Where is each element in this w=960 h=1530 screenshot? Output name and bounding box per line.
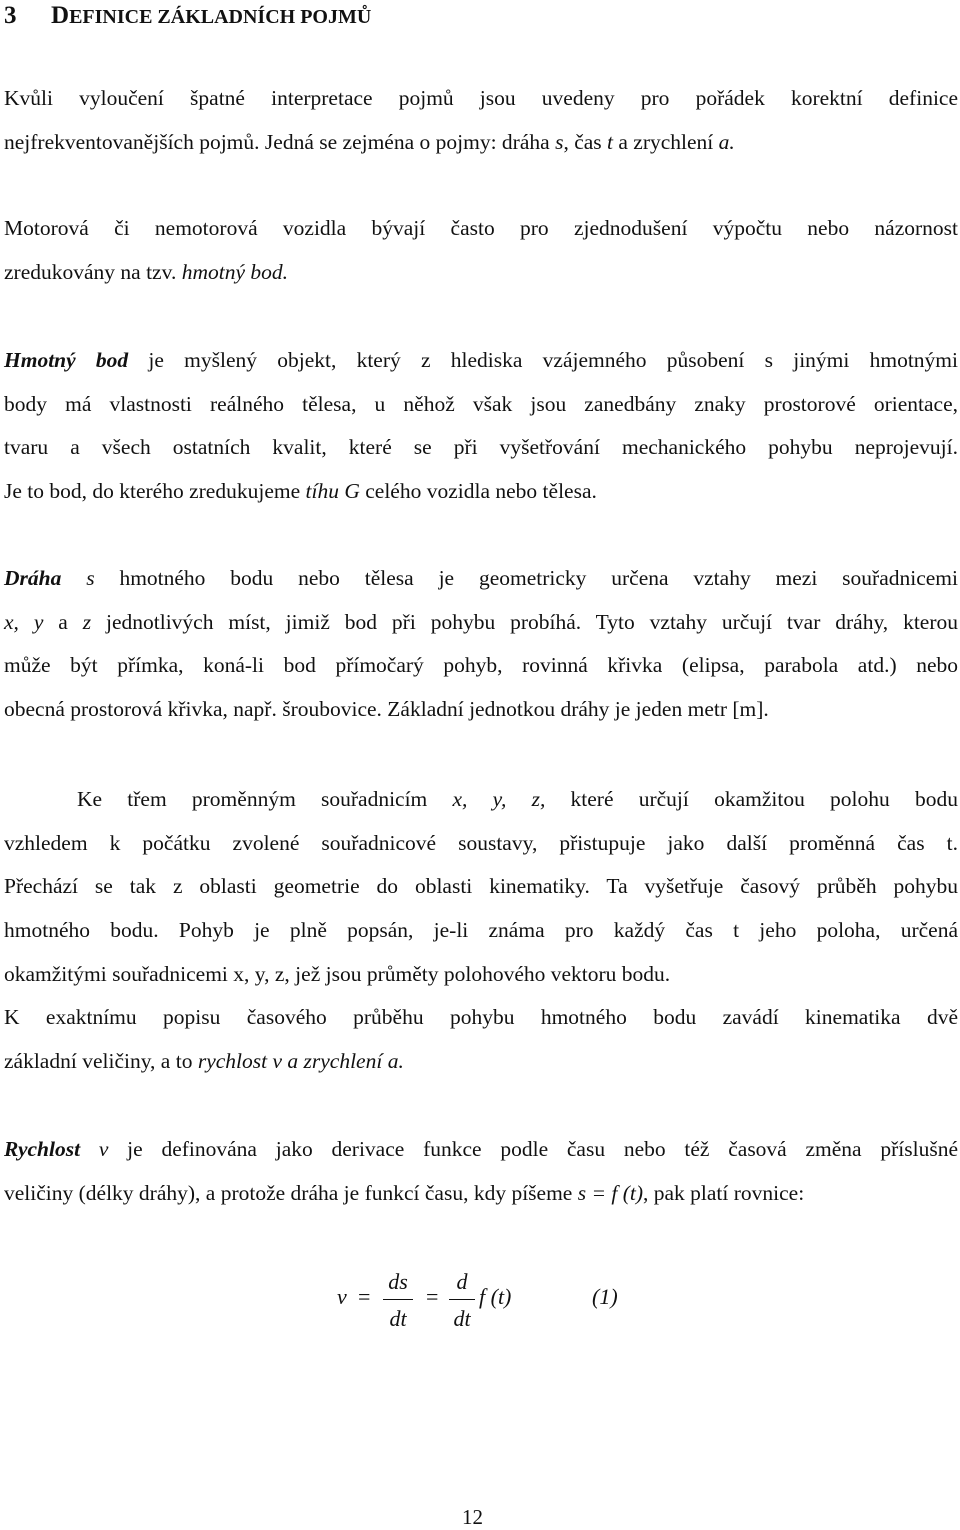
paragraph-line: hmotného bodu. Pohyb je plně popsán, je-li známa pro každý čas t jeho poloha, určená (4, 918, 958, 943)
equation-lhs: v (337, 1284, 347, 1309)
paragraph-line (4, 339, 958, 383)
chapter-heading (4, 2, 371, 30)
paragraph-line: obecná prostorová křivka, např. šroubovice. Základní jednotkou dráhy je jeden metr [m]. (4, 697, 769, 722)
formula-inline: s = f (t) (577, 1180, 643, 1205)
symbol-v: v (98, 1137, 109, 1161)
paragraph-mass-point (4, 339, 958, 514)
paragraph-line: body má vlastnosti reálného tělesa, u něhož však jsou zanedbány znaky prostorové orientace, (4, 391, 958, 416)
page-number: 12 (462, 1505, 483, 1529)
text-run: celého vozidla nebo tělesa. (359, 479, 597, 504)
text-run: které určují okamžitou polohu bodu (545, 787, 958, 811)
paragraph-line (4, 557, 958, 601)
paragraph-line (4, 778, 958, 822)
velocity-equation (0, 1262, 960, 1342)
paragraph-line: tvaru a všech ostatních kvalit, které se při vyšetřování mechanického pohybu neprojevují. (4, 435, 958, 460)
text-run: a zrychlení (613, 129, 719, 154)
symbol-s: s (555, 129, 564, 154)
paragraph-vehicles (4, 207, 958, 294)
fraction-d-dt (449, 1267, 475, 1334)
term-italic: rychlost v a zrychlení a. (197, 1049, 404, 1074)
paragraph-line (4, 1128, 958, 1172)
paragraph-line: může být přímka, koná-li bod přímočarý pohyb, rovinná křivka (elipsa, parabola atd.) nebo (4, 653, 958, 678)
paragraph-velocity (4, 1128, 958, 1215)
text-run: je definována jako derivace funkce podle času nebo též časová změna příslušné (108, 1137, 958, 1161)
symbol-xy: x, y (4, 609, 44, 634)
heading-rest: EFINICE ZÁKLADNÍCH POJMŮ (69, 6, 372, 28)
term-italic: hmotný bod. (181, 259, 288, 284)
term-italic: tíhu G (305, 479, 360, 504)
text-run: , čas (563, 129, 608, 154)
fraction-denominator: dt (453, 1306, 471, 1331)
text-run: nejfrekventovanějších pojmů. Jedná se zejména o pojmy: dráha (4, 129, 556, 154)
text-run: , pak platí rovnice: (643, 1180, 805, 1205)
text-run: hmotného bodu nebo tělesa je geometricky určena vztahy mezi souřadnicemi (94, 566, 959, 590)
text-run: a (43, 609, 83, 634)
text-run: zredukovány na tzv. (4, 259, 182, 284)
paragraph-line: vzhledem k počátku zvolené souřadnicové soustavy, přistupuje jako další proměnná čas t. (4, 830, 958, 855)
paragraph-kinematics (4, 778, 958, 1084)
paragraph-line: K exaktnímu popisu časového průběhu pohybu hmotného bodu zavádí kinematika dvě (4, 1005, 958, 1030)
text-run: Ke třem proměnným souřadnicím (77, 787, 453, 811)
symbol-t: t (607, 129, 613, 154)
paragraph-intro (4, 77, 958, 164)
fraction-numerator: d (456, 1269, 468, 1294)
fraction-bar (383, 1299, 413, 1300)
paragraph-line (4, 251, 958, 295)
fraction-denominator: dt (389, 1306, 407, 1331)
text-run: Je to bod, do kterého zredukujeme (4, 479, 306, 504)
equals-sign: = (358, 1284, 371, 1309)
function-ft: f (t) (479, 1284, 512, 1309)
equals-sign: = (426, 1284, 439, 1309)
text-run: jednotlivých míst, jimiž bod při pohybu probíhá. Tyto vztahy určují tvar dráhy, kterou (91, 609, 959, 634)
symbol-z: z (82, 609, 92, 634)
paragraph-line (4, 1040, 958, 1084)
paragraph-line (4, 470, 958, 514)
chapter-number: 3 (4, 2, 17, 29)
paragraph-line: Motorová či nemotorová vozidla bývají často pro zjednodušení výpočtu nebo názornost (4, 216, 958, 240)
symbol-a: a. (718, 129, 735, 154)
text-run: je myšlený objekt, který z hlediska vzájemného působení s jinými hmotnými (128, 348, 958, 372)
paragraph-line (4, 1172, 958, 1216)
defined-term: Dráha (4, 566, 62, 590)
defined-term: Hmotný bod (4, 348, 129, 372)
text-run: základní veličiny, a to (4, 1049, 198, 1074)
equation-number: (1) (592, 1284, 618, 1309)
symbol-xyz: x, y, z, (452, 787, 546, 811)
symbol-s: s (86, 566, 95, 590)
heading-initial: D (51, 2, 70, 29)
fraction-numerator: ds (388, 1269, 408, 1294)
defined-term: Rychlost (4, 1137, 81, 1161)
text-run: veličiny (délky dráhy), a protože dráha je funkcí času, kdy píšeme (4, 1180, 578, 1205)
fraction-bar (449, 1299, 475, 1300)
paragraph-line (4, 601, 958, 645)
paragraph-line: Kvůli vyloučení špatné interpretace pojmů jsou uvedeny pro pořádek korektní definice (4, 86, 958, 110)
fraction-ds-dt (383, 1267, 413, 1334)
paragraph-path (4, 557, 958, 732)
paragraph-line: Přechází se tak z oblasti geometrie do oblasti kinematiky. Ta vyšetřuje časový průběh pohybu (4, 874, 958, 899)
paragraph-line: okamžitými souřadnicemi x, y, z, jež jsou průměty polohového vektoru bodu. (4, 961, 671, 986)
paragraph-line (4, 121, 958, 165)
